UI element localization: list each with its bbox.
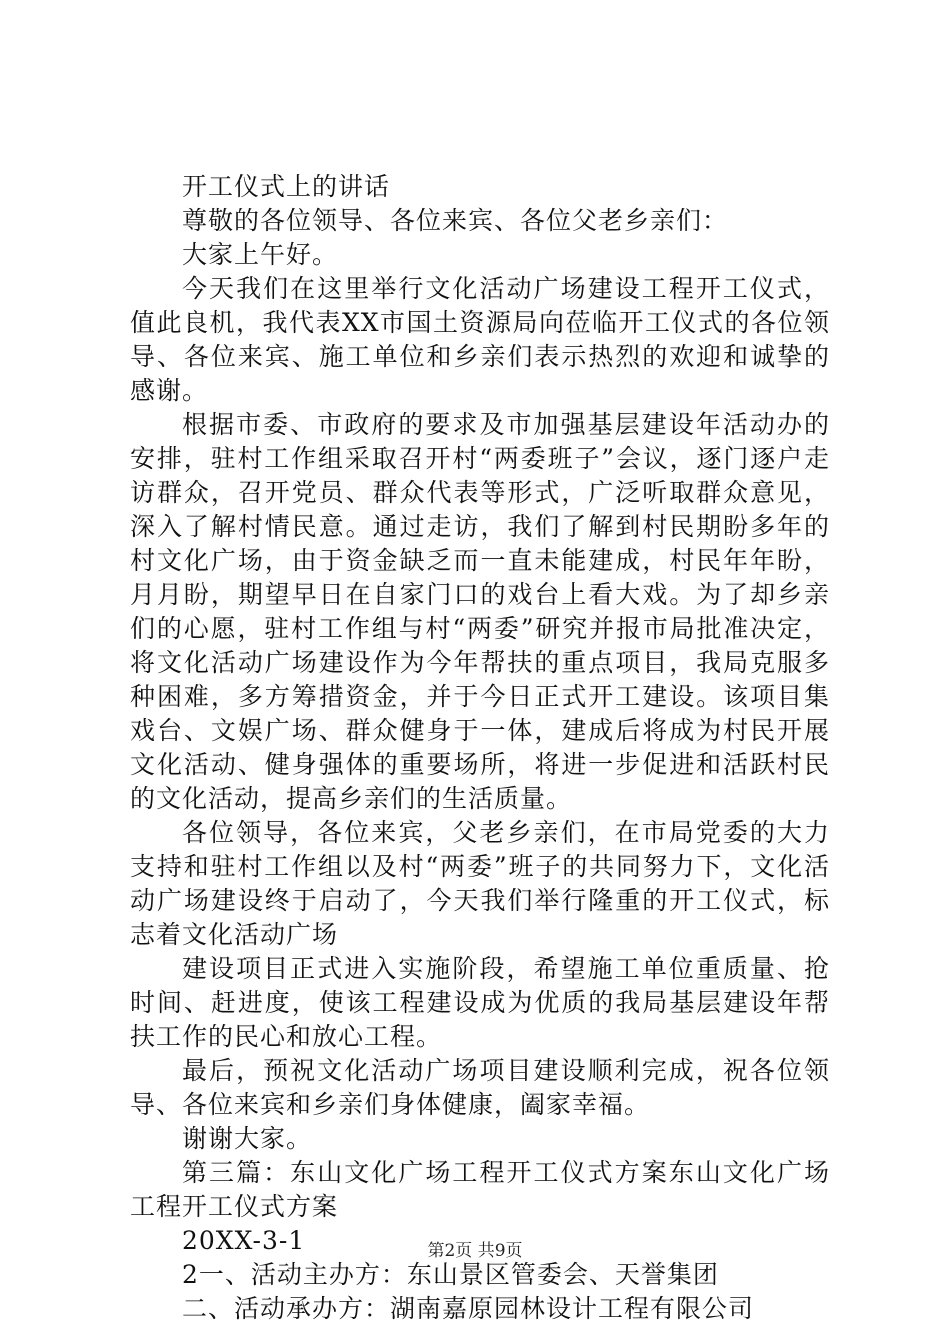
paragraph-implementation: 建设项目正式进入实施阶段，希望施工单位重质量、抢时间、赶进度，使该工程建设成为优质的我局基层建设年帮扶工作的民心和放心工程。: [130, 954, 830, 1051]
paragraph-background: 根据市委、市政府的要求及市加强基层建设年活动办的安排，驻村工作组采取召开村“两委班子”会议，逐门逐户走访群众，召开党员、群众代表等形式，广泛听取群众意见，深入了解村情民意。通过走访，我们了解到村民期盼多年的村文化广场，由于资金缺乏而一直未能建成，村民年年盼，月月盼，期望早日在自家门口的戏台上看大戏。为了却乡亲们的心愿，驻村工作组与村“两委”研究并报市局批准决定，将文化活动广场建设作为今年帮扶的重点项目，我局克服多种困难，多方筹措资金，并于今日正式开工建设。该项目集戏台、文娱广场、群众健身于一体，建成后将成为村民开展文化活动、健身强体的重要场所，将进一步促进和活跃村民的文化活动，提高乡亲们的生活质量。: [130, 410, 830, 813]
greeting: 大家上午好。: [182, 240, 339, 269]
page-number-footer: 第2页 共9页: [427, 1241, 523, 1261]
paragraph-welcome: 今天我们在这里举行文化活动广场建设工程开工仪式，值此良机，我代表XX市国土资源局向莅临开工仪式的各位领导、各位来宾、施工单位和乡亲们表示热烈的欢迎和诚挚的感谢。: [130, 274, 830, 405]
speech-title: 开工仪式上的讲话: [182, 172, 391, 201]
paragraph-closing-wishes: 最后，预祝文化活动广场项目建设顺利完成，祝各位领导、各位来宾和乡亲们身体健康，阖家幸福。: [130, 1056, 830, 1119]
list-item-organizer: 2一、活动主办方：东山景区管委会、天誉集团: [182, 1260, 719, 1289]
document-body: [130, 170, 830, 1326]
salutation: 尊敬的各位领导、各位来宾、各位父老乡亲们：: [182, 206, 729, 235]
section-heading-part-three: 第三篇：东山文化广场工程开工仪式方案东山文化广场工程开工仪式方案: [130, 1158, 830, 1221]
list-item-contractor: 二、活动承办方：湖南嘉原园林设计工程有限公司: [182, 1294, 755, 1323]
paragraph-launch: 各位领导，各位来宾，父老乡亲们，在市局党委的大力支持和驻村工作组以及村“两委”班子的共同努力下，文化活动广场建设终于启动了，今天我们举行隆重的开工仪式，标志着文化活动广场: [130, 818, 830, 949]
paragraph-thanks: 谢谢大家。: [182, 1124, 313, 1153]
document-date: 20XX-3-1: [182, 1226, 306, 1255]
